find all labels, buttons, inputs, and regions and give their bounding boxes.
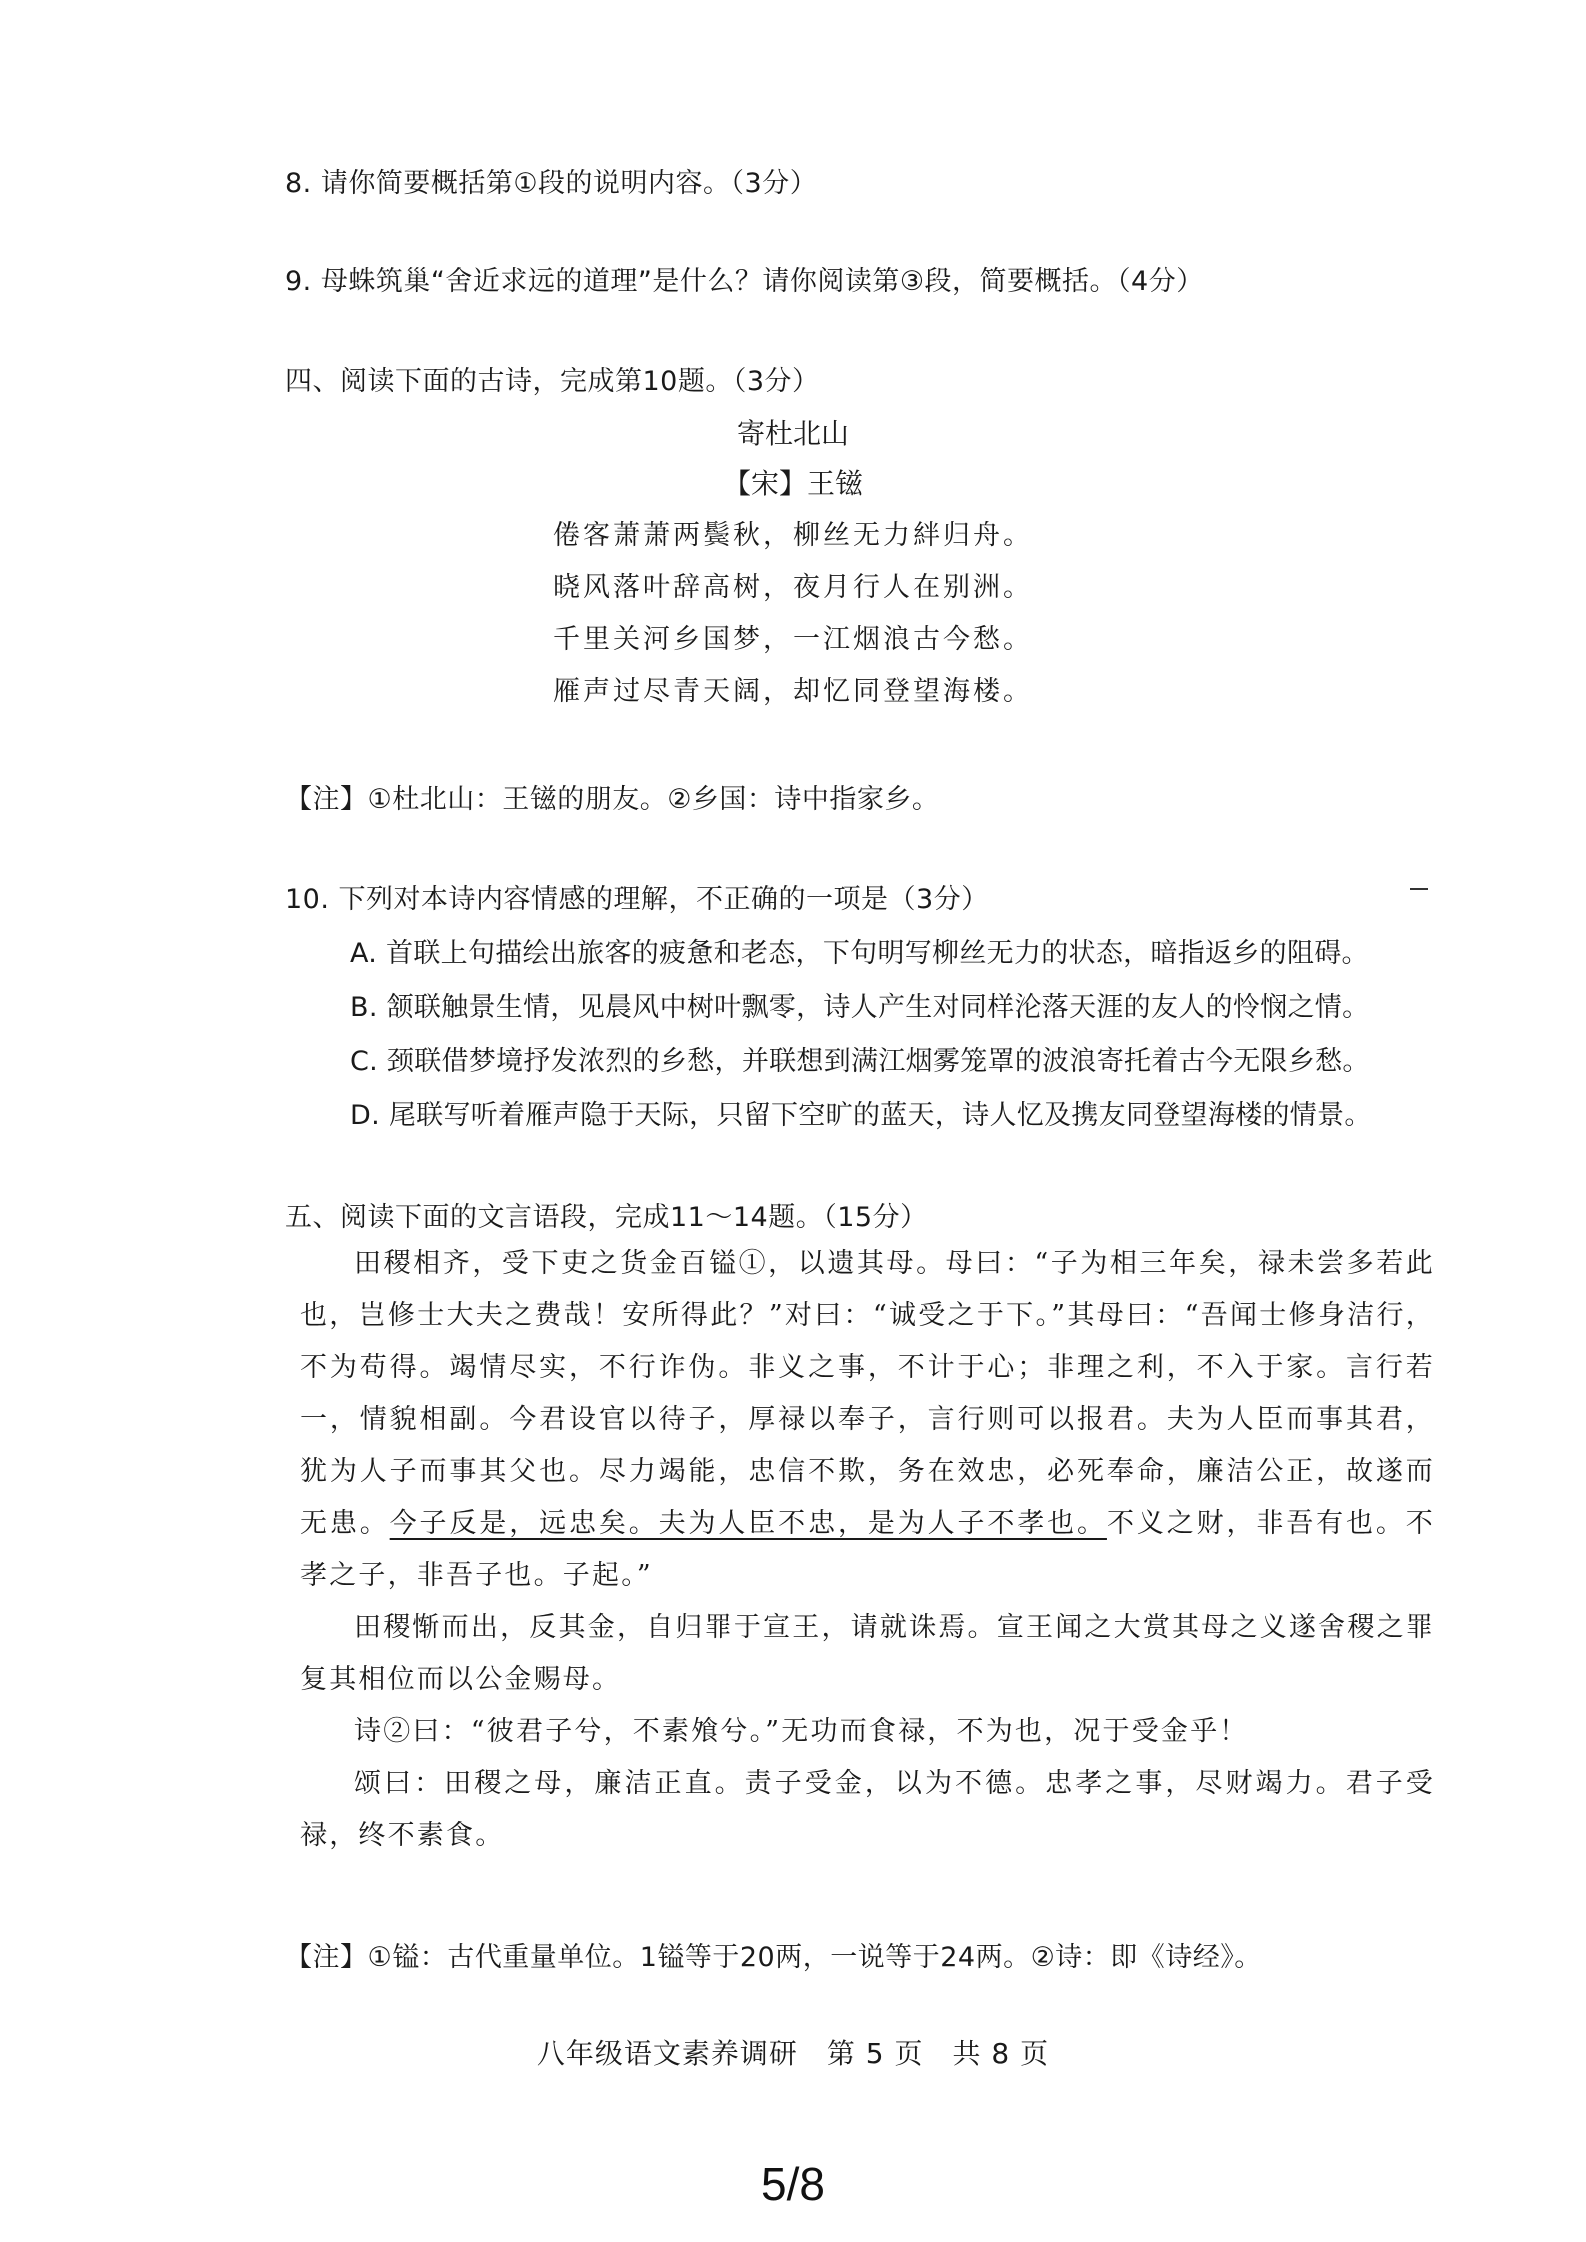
poem-title: 寄杜北山	[736, 417, 849, 450]
question-10-option-c: C. 颈联借梦境抒发浓烈的乡愁，并联想到满江烟雾笼罩的波浪寄托着古今无限乡愁。	[350, 1046, 1370, 1077]
underlined-sentence: 今子反是，远忠矣。夫为人臣不忠，是为人子不孝也。	[389, 1508, 1107, 1539]
poem-author: 【宋】王镃	[722, 467, 863, 500]
question-8: 8. 请你简要概括第①段的说明内容。（3分）	[285, 168, 818, 199]
section-5-heading: 五、阅读下面的文言语段，完成11～14题。（15分）	[285, 1202, 928, 1233]
poem-note: 【注】①杜北山：王镃的朋友。②乡国：诗中指家乡。	[285, 784, 940, 815]
question-10-option-a: A. 首联上句描绘出旅客的疲惫和老态，下句明写柳丝无力的状态，暗指返乡的阻碍。	[350, 938, 1369, 969]
question-10-stem: 10. 下列对本诗内容情感的理解，不正确的一项是（3分）	[285, 884, 989, 915]
passage-paragraph-2: 田稷惭而出，反其金，自归罪于宣王，请就诛焉。宣王闻之大赏其母之义遂舍稷之罪复其相位而以公金赐母。	[300, 1612, 1435, 1695]
margin-mark	[1410, 888, 1428, 890]
passage-paragraph-4: 颂曰：田稷之母，廉洁正直。责子受金，以为不德。忠孝之事，尽财竭力。君子受禄，终不素食。	[300, 1768, 1435, 1851]
poem-line-4: 雁声过尽青天阔，却忆同登望海楼。	[553, 676, 1033, 707]
passage-paragraph-3: 诗②曰：“彼君子兮，不素飧兮。”无功而食禄，不为也，况于受金乎！	[354, 1716, 1249, 1747]
passage-text: 不义之财，非吾有也。不孝之子，非吾子也。子起。”	[300, 1508, 1435, 1591]
classical-passage	[300, 1238, 1435, 1862]
poem-line-2: 晓风落叶辞高树，夜月行人在别洲。	[553, 572, 1033, 603]
passage-paragraph-1	[300, 1238, 1435, 1602]
question-10-option-b: B. 颔联触景生情，见晨风中树叶飘零，诗人产生对同样沦落天涯的友人的怜悯之情。	[350, 992, 1370, 1023]
page-indicator: 5/8	[761, 2158, 825, 2210]
poem-line-3: 千里关河乡国梦，一江烟浪古今愁。	[553, 624, 1033, 655]
passage-note: 【注】①镒：古代重量单位。1镒等于20两，一说等于24两。②诗：即《诗经》。	[285, 1942, 1262, 1973]
section-4-heading: 四、阅读下面的古诗，完成第10题。（3分）	[285, 366, 820, 397]
question-10-option-d: D. 尾联写听着雁声隐于天际，只留下空旷的蓝天，诗人忆及携友同登望海楼的情景。	[350, 1100, 1372, 1131]
question-9: 9. 母蛛筑巢“舍近求远的道理”是什么？请你阅读第③段，简要概括。（4分）	[285, 266, 1204, 297]
poem-line-1: 倦客萧萧两鬓秋，柳丝无力絆归舟。	[553, 520, 1033, 551]
passage-text: 田稷相齐，受下吏之货金百镒①，以遗其母。母曰：“子为相三年矣，禄未尝多若此也，岂修士大夫之费哉！安所得此？”对曰：“诚受之于下。”其母曰：“吾闻士修身洁行，不为苟得。竭情尽实，不行诈伪。非义之事，不计于心；非理之利，不入于家。言行若一，情貌相副。今君设官以待子，厚禄以奉子，言行则可以报君。夫为人臣而事其君，犹为人子而事其父也。尽力竭能，忠信不欺，务在效忠，必死奉命，廉洁公正，故遂而无患。	[300, 1248, 1435, 1539]
page-footer: 八年级语文素养调研 第 5 页 共 8 页	[536, 2037, 1050, 2070]
